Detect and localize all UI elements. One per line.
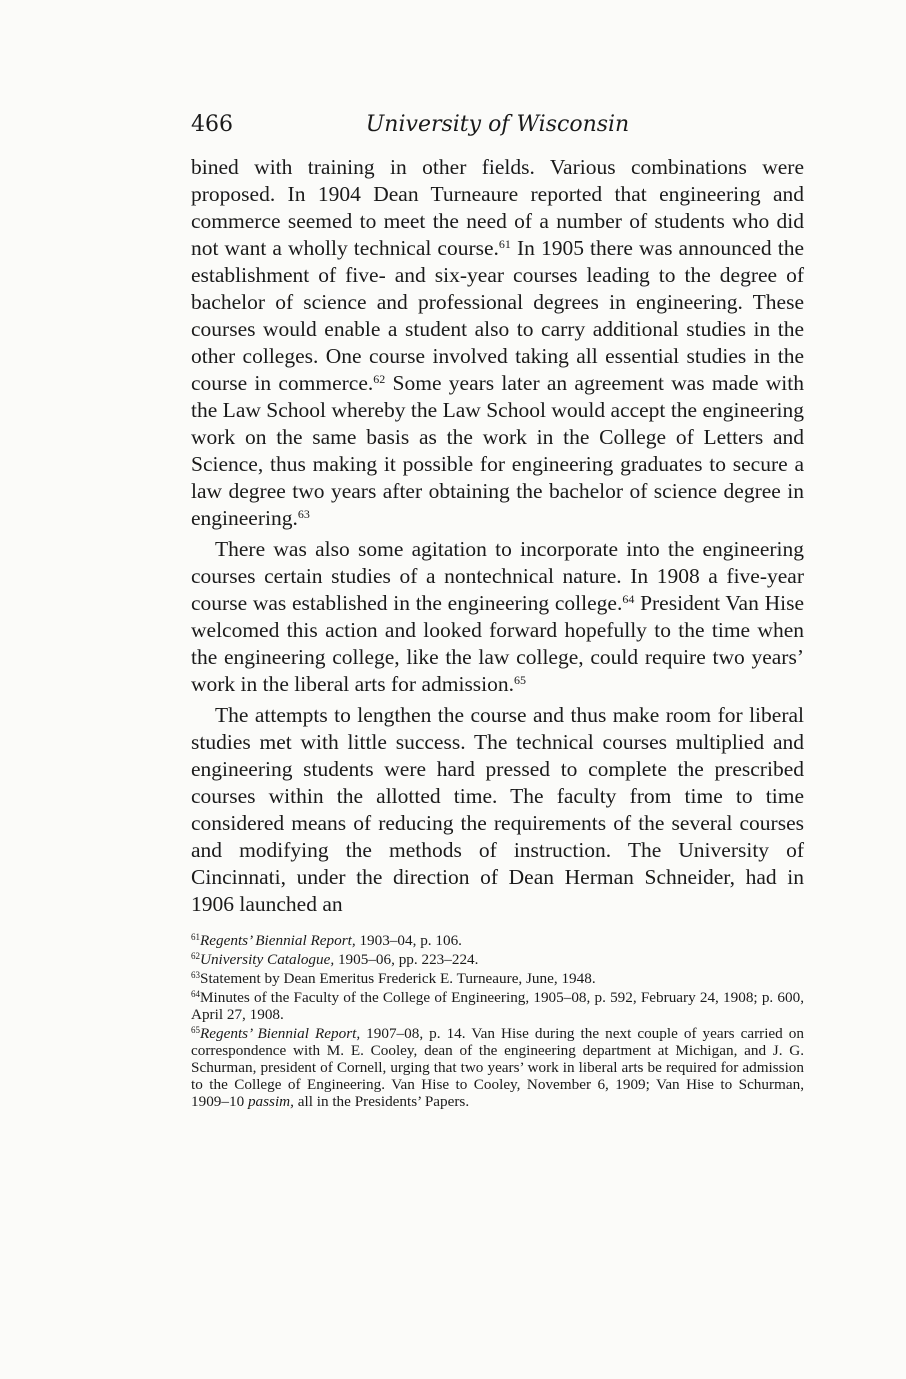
book-page (191, 112, 804, 1112)
page-number: 466 (191, 112, 233, 137)
body-text (191, 154, 804, 918)
footnote-number: 65 (191, 1025, 200, 1035)
footnote-text: Statement by Dean Emeritus Frederick E. Turneaure, June, 1948. (200, 970, 596, 987)
footnote-number: 61 (191, 932, 200, 942)
footnote-text: 1907–08, p. 14. Van Hise during the next couple of years carried on correspondence with M. E. Cooley, dean of the engineering department at Michigan, and J. G. Schurman, president of Cornell, urging that two years’ work in liberal arts be required for admission to the College of Engineering. Van Hise to Cooley, November 6, 1909; Van Hise to Schurman, 1909–10 (191, 1025, 804, 1110)
footnote-text: 1903–04, p. 106. (355, 932, 462, 949)
footnote-63 (191, 970, 804, 987)
footnote-number: 64 (191, 989, 200, 999)
footnote-title: Regents’ Biennial Report, (200, 932, 356, 949)
footnote-ref-63[interactable]: 63 (297, 507, 310, 521)
footnote-65 (191, 1025, 804, 1110)
footnote-ref-65[interactable]: 65 (514, 673, 527, 687)
footnote-italic-term: passim, (247, 1093, 294, 1110)
footnote-title: Regents’ Biennial Report, (200, 1025, 361, 1042)
footnote-text: Minutes of the Faculty of the College of Engineering, 1905–08, p. 592, February 24, 1908; p. 600, April 27, 1908. (191, 989, 804, 1023)
footnote-ref-64[interactable]: 64 (622, 592, 635, 606)
footnote-title: University Catalogue, (200, 951, 335, 968)
paragraph-text: The attempts to lengthen the course and thus make room for liberal studies met with little success. The technical courses multiplied and engineering students were hard pressed to complete the prescribed courses within the allotted time. The faculty from time to time considered means of reducing the requirements of the several courses and modifying the methods of instruction. The University of Cincinnati, under the direction of Dean Herman Schneider, had in 1906 launched an (191, 703, 804, 916)
footnote-number: 62 (191, 951, 200, 961)
paragraph-text: There was also some agitation to incorporate into the engineering courses certain studies of a nontechnical nature. In 1908 a five-year course was established in the engineering college. (191, 537, 804, 615)
paragraph-text: In 1905 there was announced the establishment of five- and six-year courses leading to the degree of bachelor of science and professional degrees in engineering. These courses would enable a student also to carry additional studies in the other colleges. One course involved taking all essential studies in the course in commerce. (191, 236, 804, 395)
paragraph-text: President Van Hise welcomed this action and looked forward hopefully to the time when the engineering college, like the law college, could require two years’ work in the liberal arts for admission. (191, 591, 804, 696)
footnote-62 (191, 951, 804, 968)
footnote-ref-62[interactable]: 62 (373, 372, 386, 386)
footnote-number: 63 (191, 970, 200, 980)
paragraph-text: bined with training in other fields. Various combinations were proposed. In 1904 Dean Turneaure reported that engineering and commerce seemed to meet the need of a number of students who did not want a wholly technical course. (191, 155, 804, 260)
paragraph-1 (191, 154, 804, 532)
running-title: University of Wisconsin (365, 112, 630, 137)
footnote-64 (191, 989, 804, 1023)
paragraph-3 (191, 702, 804, 918)
paragraph-2 (191, 536, 804, 698)
footnote-text: all in the Presidents’ Papers. (293, 1093, 470, 1110)
footnote-ref-61[interactable]: 61 (498, 237, 511, 251)
footnotes (191, 932, 804, 1110)
paragraph-text: Some years later an agreement was made with the Law School whereby the Law School would accept the engineering work on the same basis as the work in the College of Letters and Science, thus making it possible for engineering graduates to secure a law degree two years after obtaining the bachelor of science degree in engineering. (191, 371, 804, 530)
footnote-61 (191, 932, 804, 949)
running-head (191, 112, 804, 146)
footnote-text: 1905–06, pp. 223–224. (334, 951, 479, 968)
